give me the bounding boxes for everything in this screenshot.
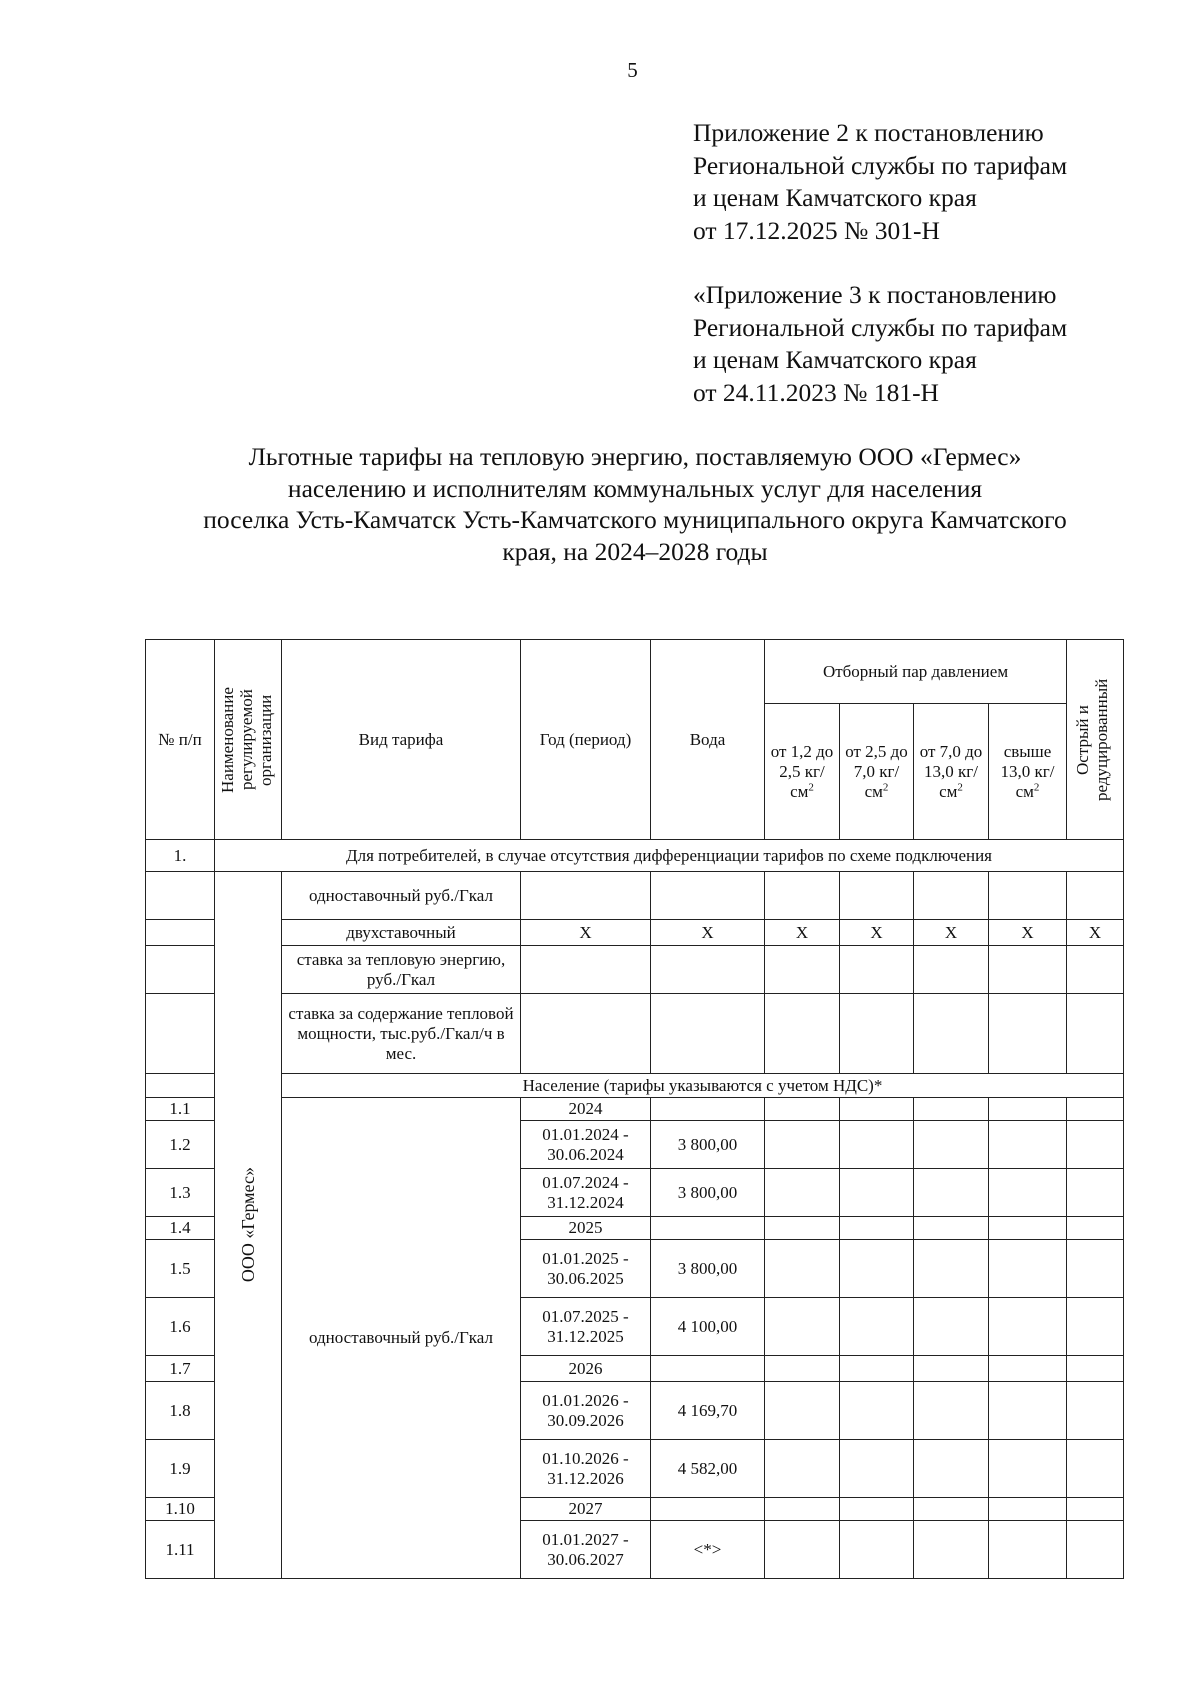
cell	[765, 994, 840, 1074]
header-sharp-reduced-text: Острый и редуцированный	[1073, 678, 1112, 801]
header-sharp-reduced	[1067, 640, 1124, 840]
period: 01.01.2025 - 30.06.2025	[521, 1240, 651, 1298]
water-value: <*>	[651, 1521, 765, 1579]
water-value: 3 800,00	[651, 1121, 765, 1169]
table-row	[146, 872, 1124, 920]
cell	[1067, 1121, 1124, 1169]
header-org-name	[215, 640, 282, 840]
period: 01.07.2024 - 31.12.2024	[521, 1169, 651, 1217]
appendix-line: Приложение 2 к постановлению	[693, 118, 1044, 147]
cell	[1067, 946, 1124, 994]
section-title: Для потребителей, в случае отсутствия дифференциации тарифов по схеме подключения	[215, 840, 1124, 872]
row-num: 1.5	[146, 1240, 215, 1298]
two-rate-mark: X	[1067, 920, 1124, 946]
cell	[765, 1498, 840, 1521]
row-num: 1.1	[146, 1098, 215, 1121]
header-steam-label: от 1,2 до 2,5 кг/см	[770, 741, 834, 801]
period: 2026	[521, 1356, 651, 1382]
cell	[1067, 994, 1124, 1074]
cell	[521, 872, 651, 920]
cell	[1067, 1382, 1124, 1440]
row-num: 1.8	[146, 1382, 215, 1440]
cell	[989, 1521, 1067, 1579]
section-num: 1.	[146, 840, 215, 872]
period: 01.10.2026 - 31.12.2026	[521, 1440, 651, 1498]
cell	[1067, 1169, 1124, 1217]
cell	[914, 1240, 989, 1298]
cell	[914, 994, 989, 1074]
cell	[840, 946, 914, 994]
cell	[840, 1521, 914, 1579]
table-row	[146, 994, 1124, 1074]
cell	[765, 1169, 840, 1217]
superscript: 2	[808, 780, 814, 793]
two-rate-mark: X	[989, 920, 1067, 946]
org-name: ООО «Гермес»	[237, 1167, 258, 1283]
appendix-line: «Приложение 3 к постановлению	[693, 280, 1057, 309]
population-header: Население (тарифы указываются с учетом НДС)*	[282, 1074, 1124, 1098]
row-num	[146, 1074, 215, 1098]
cell	[989, 1356, 1067, 1382]
cell	[1067, 872, 1124, 920]
cell	[914, 1356, 989, 1382]
cell	[914, 1498, 989, 1521]
header-year: Год (период)	[521, 640, 651, 840]
cell	[989, 1240, 1067, 1298]
cell	[914, 946, 989, 994]
water-value	[651, 1356, 765, 1382]
population-tariff-type: одноставочный руб./Гкал	[282, 1098, 521, 1579]
cell	[1067, 1521, 1124, 1579]
water-value	[651, 1098, 765, 1121]
appendix-reference-original	[693, 279, 1067, 409]
appendix-line: Региональной службы по тарифам	[693, 150, 1068, 180]
org-name-cell	[215, 872, 282, 1579]
row-num: 1.10	[146, 1498, 215, 1521]
appendix-line: от 17.12.2025 № 301-Н	[693, 215, 940, 245]
cell	[765, 1356, 840, 1382]
cell	[1067, 1098, 1124, 1121]
header-steam-label: от 2,5 до 7,0 кг/см	[845, 741, 908, 801]
cell	[1067, 1356, 1124, 1382]
cell	[989, 1169, 1067, 1217]
period: 2027	[521, 1498, 651, 1521]
cell	[989, 1440, 1067, 1498]
tariff-type-capacity-rate: ставка за содержание тепловой мощности, тыс.руб./Гкал/ч в мес.	[282, 994, 521, 1074]
header-org-name-text: Наименование регулируемой организации	[218, 686, 275, 793]
cell	[765, 872, 840, 920]
title-line: Льготные тарифы на тепловую энергию, поставляемую ООО «Гермес»	[248, 442, 1022, 471]
cell	[840, 1098, 914, 1121]
cell	[840, 1217, 914, 1240]
cell	[840, 1298, 914, 1356]
two-rate-mark: X	[521, 920, 651, 946]
period: 01.01.2024 - 30.06.2024	[521, 1121, 651, 1169]
header-water: Вода	[651, 640, 765, 840]
cell	[840, 872, 914, 920]
cell	[765, 1298, 840, 1356]
cell	[651, 872, 765, 920]
water-value: 3 800,00	[651, 1169, 765, 1217]
tariff-type-heat-rate: ставка за тепловую энергию, руб./Гкал	[282, 946, 521, 994]
row-num: 1.6	[146, 1298, 215, 1356]
cell	[1067, 1498, 1124, 1521]
period: 01.07.2025 - 31.12.2025	[521, 1298, 651, 1356]
cell	[914, 1098, 989, 1121]
cell	[765, 1382, 840, 1440]
cell	[840, 994, 914, 1074]
table-row	[146, 946, 1124, 994]
cell	[989, 1217, 1067, 1240]
cell	[765, 1098, 840, 1121]
header-steam-2-5-7	[840, 704, 914, 840]
cell	[765, 1440, 840, 1498]
water-value: 4 169,70	[651, 1382, 765, 1440]
cell	[840, 1382, 914, 1440]
header-steam-label: от 7,0 до 13,0 кг/см	[919, 741, 983, 801]
cell	[914, 1121, 989, 1169]
cell	[765, 1217, 840, 1240]
row-num: 1.3	[146, 1169, 215, 1217]
header-steam-over-13	[989, 704, 1067, 840]
cell	[914, 1217, 989, 1240]
water-value: 4 582,00	[651, 1440, 765, 1498]
cell	[914, 1298, 989, 1356]
superscript: 2	[957, 780, 963, 793]
cell	[1067, 1217, 1124, 1240]
cell	[989, 1098, 1067, 1121]
table-row	[146, 920, 1124, 946]
cell	[914, 872, 989, 920]
row-num	[146, 994, 215, 1074]
period: 2025	[521, 1217, 651, 1240]
two-rate-mark: X	[765, 920, 840, 946]
two-rate-mark: X	[651, 920, 765, 946]
header-row	[146, 640, 1124, 704]
table-row	[146, 1098, 1124, 1121]
cell	[521, 946, 651, 994]
row-num	[146, 872, 215, 920]
page-number: 5	[627, 58, 638, 82]
cell	[651, 946, 765, 994]
appendix-reference-current	[693, 117, 1067, 247]
cell	[840, 1498, 914, 1521]
row-num: 1.2	[146, 1121, 215, 1169]
row-num: 1.11	[146, 1521, 215, 1579]
period: 2024	[521, 1098, 651, 1121]
cell	[989, 1498, 1067, 1521]
header-steam-1-2-5	[765, 704, 840, 840]
water-value	[651, 1217, 765, 1240]
cell	[765, 1521, 840, 1579]
cell	[914, 1440, 989, 1498]
appendix-line: и ценам Камчатского края	[693, 183, 977, 212]
water-value	[651, 1498, 765, 1521]
header-steam-label: свыше 13,0 кг/см	[1000, 741, 1055, 801]
cell	[1067, 1298, 1124, 1356]
row-num: 1.9	[146, 1440, 215, 1498]
cell	[989, 1121, 1067, 1169]
appendix-line: от 24.11.2023 № 181-Н	[693, 377, 939, 407]
cell	[765, 1121, 840, 1169]
tariff-type-two-rate: двухставочный	[282, 920, 521, 946]
header-tariff-type: Вид тарифа	[282, 640, 521, 840]
tariff-table	[145, 639, 1124, 1579]
cell	[840, 1121, 914, 1169]
title-line: поселка Усть-Камчатск Усть-Камчатского муниципального округа Камчатского	[203, 505, 1067, 534]
cell	[840, 1440, 914, 1498]
title-line: края, на 2024–2028 годы	[502, 536, 768, 566]
document-title	[130, 441, 1140, 567]
cell	[989, 946, 1067, 994]
cell	[989, 994, 1067, 1074]
cell	[989, 1298, 1067, 1356]
water-value: 3 800,00	[651, 1240, 765, 1298]
row-num: 1.7	[146, 1356, 215, 1382]
cell	[765, 946, 840, 994]
period: 01.01.2026 - 30.09.2026	[521, 1382, 651, 1440]
header-num: № п/п	[146, 640, 215, 840]
superscript: 2	[1033, 780, 1040, 793]
appendix-line: и ценам Камчатского края	[693, 345, 977, 374]
water-value: 4 100,00	[651, 1298, 765, 1356]
two-rate-mark: X	[840, 920, 914, 946]
cell	[840, 1169, 914, 1217]
cell	[651, 994, 765, 1074]
cell	[840, 1240, 914, 1298]
row-num: 1.4	[146, 1217, 215, 1240]
row-num	[146, 920, 215, 946]
superscript: 2	[882, 780, 889, 793]
row-num	[146, 946, 215, 994]
appendix-line: Региональной службы по тарифам	[693, 312, 1068, 342]
title-line: населению и исполнителям коммунальных услуг для населения	[287, 473, 983, 503]
cell	[1067, 1440, 1124, 1498]
header-steam-7-13	[914, 704, 989, 840]
section-row	[146, 840, 1124, 872]
population-header-row	[146, 1074, 1124, 1098]
cell	[989, 1382, 1067, 1440]
two-rate-mark: X	[914, 920, 989, 946]
cell	[765, 1240, 840, 1298]
cell	[840, 1356, 914, 1382]
tariff-type-single: одноставочный руб./Гкал	[282, 872, 521, 920]
cell	[914, 1521, 989, 1579]
cell	[914, 1169, 989, 1217]
cell	[914, 1382, 989, 1440]
cell	[521, 994, 651, 1074]
cell	[1067, 1240, 1124, 1298]
header-steam-group: Отборный пар давлением	[765, 640, 1067, 704]
cell	[989, 872, 1067, 920]
period: 01.01.2027 - 30.06.2027	[521, 1521, 651, 1579]
